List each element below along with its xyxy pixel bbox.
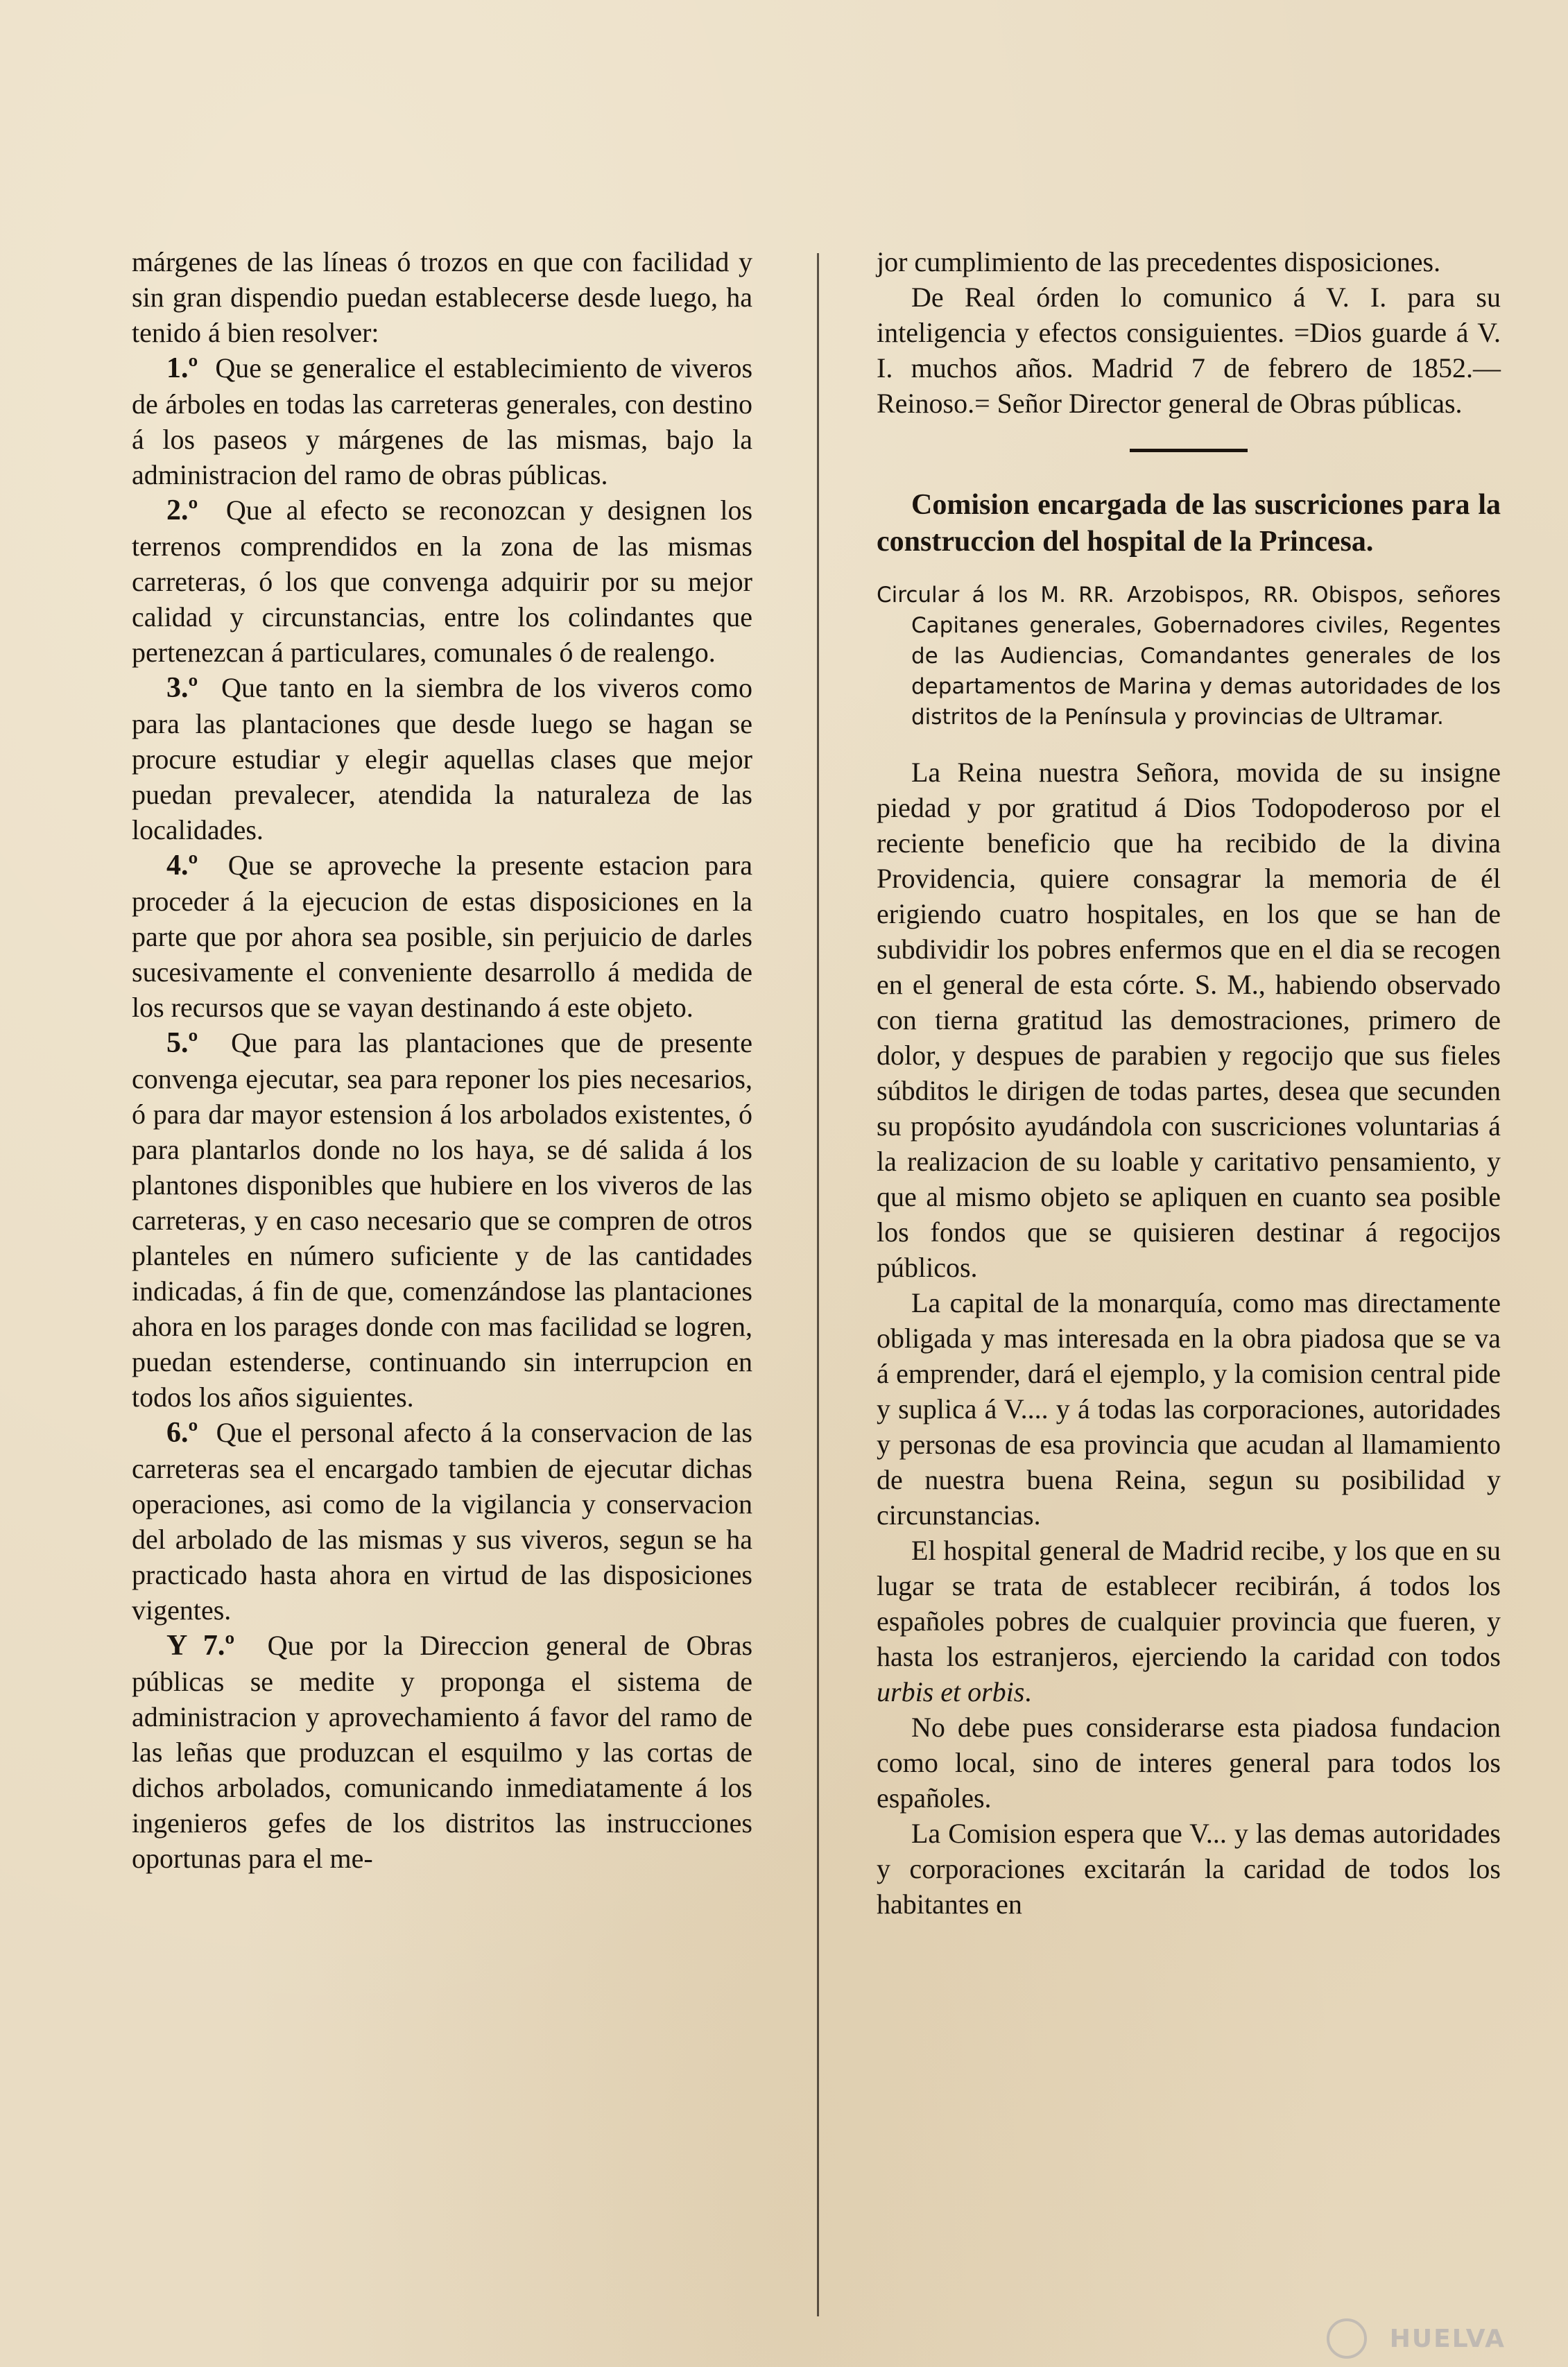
text-run: . bbox=[1024, 1676, 1032, 1707]
item-number: 3.º bbox=[166, 672, 198, 704]
item-text: Que al efecto se reconozcan y designen los terrenos comprendidos en la zona de las mismas carreteras, ó los que convenga adquirir por su mejor calidad y circunstancias, entre los colindantes que pertenezcan á particulares, comunales ó de realengo. bbox=[132, 494, 753, 668]
numbered-item bbox=[132, 1025, 752, 1415]
item-number: 1.º bbox=[166, 352, 198, 384]
item-text: Que tanto en la siembra de los viveros como para las plantaciones que desde luego se hagan se procure estudiar y elegir aquellas clases que mejor puedan prevalecer, atendida la naturaleza de las localidades. bbox=[132, 672, 753, 845]
numbered-item bbox=[132, 350, 752, 492]
item-number: 2.º bbox=[166, 494, 198, 526]
item-number: 6.º bbox=[166, 1417, 198, 1449]
item-number: 5.º bbox=[166, 1027, 198, 1059]
right-column bbox=[877, 244, 1501, 1922]
numbered-item bbox=[132, 670, 752, 847]
paragraph: No debe pues considerarse esta piadosa fundacion como local, sino de interes general para todos los españoles. bbox=[877, 1712, 1501, 1814]
item-text: Que se generalice el establecimiento de viveros de árboles en todas las carreteras generales, con destino á los paseos y márgenes de las mismas, bajo la administracion del ramo de obras públicas. bbox=[132, 352, 753, 490]
item-text: Que para las plantaciones que de presente convenga ejecutar, sea para reponer los pies necesarios, ó para dar mayor estension á los arbolados existentes, ó para plantarlos donde no los haya, se dé salida á los plantones disponibles que hubiere en los viveros de las carreteras, y en caso necesario que se compren de otros planteles en número suficiente y de las cantidades indicadas, á fin de que, comenzándose las plantaciones ahora en los parages donde con mas facilidad se logren, puedan estenderse, continuando sin interrupcion en todos los años siguientes. bbox=[132, 1027, 753, 1413]
paragraph: La Comision espera que V... y las demas autoridades y corporaciones excitarán la caridad de todos los habitantes en bbox=[877, 1818, 1501, 1920]
watermark-seal-icon bbox=[1327, 2318, 1367, 2359]
royal-order-paragraph: De Real órden lo comunico á V. I. para su inteligencia y efectos consiguientes. =Dios guarde á V. I. muchos años. Madrid 7 de febrero de 1852.—Reinoso.= Señor Director general de Obras públicas. bbox=[877, 282, 1501, 419]
numbered-item bbox=[132, 492, 752, 670]
latin-phrase: urbis et orbis bbox=[877, 1676, 1025, 1707]
circular-addressees: Circular á los M. RR. Arzobispos, RR. Obispos, señores Capitanes generales, Gobernadores civiles, Regentes de las Audiencias, Comandantes generales de los departamentos de Marina y demas autoridades de los distritos de la Península y provincias de Ultramar. bbox=[877, 583, 1501, 730]
numbered-item bbox=[132, 1415, 752, 1628]
text-run: El hospital general de Madrid recibe, y los que en su lugar se trata de establecer recibirán, á todos los españoles pobres de cualquier provincia que fueren, y hasta los estranjeros, ejerciendo la caridad con todos bbox=[877, 1535, 1501, 1672]
paragraph: jor cumplimiento de las precedentes disposiciones. bbox=[877, 246, 1441, 277]
paragraph: La Reina nuestra Señora, movida de su insigne piedad y por gratitud á Dios Todopoderoso por el reciente beneficio que ha recibido de la divina Providencia, quiere consagrar la memoria de él erigiendo cuatro hospitales, en los que se han de subdividir los pobres enfermos que en el dia se recogen en el general de esta córte. S. M., habiendo observado con tierna gratitud las demostraciones, primero de dolor, y despues de parabien y regocijo que sus fieles súbditos le dirigen de todas partes, desea que secunden su propósito ayudándola con suscriciones voluntarias á la realizacion de su loable y caritativo pensamiento, y que al mismo objeto se apliquen en cuanto sea posible los fondos que se quisieren destinar á regocijos públicos. bbox=[877, 757, 1501, 1283]
paragraph: márgenes de las líneas ó trozos en que con facilidad y sin gran dispendio puedan establecerse desde luego, ha tenido á bien resolver: bbox=[132, 246, 752, 348]
item-text: Que el personal afecto á la conservacion de las carreteras sea el encargado tambien de ejecutar dichas operaciones, asi como de la vigilancia y conservacion del arbolado de las mismas y sus viveros, segun se ha practicado hasta ahora en virtud de las disposiciones vigentes. bbox=[132, 1417, 752, 1626]
numbered-item bbox=[132, 1628, 752, 1876]
numbered-item bbox=[132, 847, 752, 1025]
section-title: Comision encargada de las suscriciones para la construccion del hospital de la Princesa. bbox=[877, 489, 1501, 558]
paragraph: La capital de la monarquía, como mas directamente obligada y mas interesada en la obra piadosa que se va á emprender, dará el ejemplo, y la comision central pide y suplica á V.... y á todas las corporaciones, autoridades y personas de esa provincia que acudan al llamamiento de nuestra buena Reina, segun su posibilidad y circunstancias. bbox=[877, 1287, 1501, 1531]
item-text: Que por la Direccion general de Obras públicas se medite y proponga el sistema de administracion y aprovechamiento á favor del ramo de las leñas que produzcan el esquilmo y las cortas de dichos arbolados, comunicando inmediatamente á los ingenieros gefes de los distritos las instrucciones oportunas para el me- bbox=[132, 1630, 753, 1874]
watermark: HUELVA bbox=[1389, 2325, 1506, 2353]
item-number: Y 7.º bbox=[166, 1630, 235, 1662]
column-divider bbox=[817, 253, 819, 2316]
left-column bbox=[132, 244, 752, 1876]
section-separator bbox=[1130, 449, 1248, 452]
paragraph bbox=[877, 1533, 1501, 1710]
item-text: Que se aproveche la presente estacion para proceder á la ejecucion de estas disposiciones en la parte que por ahora sea posible, sin perjuicio de darles sucesivamente el conveniente desarrollo á medida de los recursos que se vayan destinando á este objeto. bbox=[132, 850, 752, 1023]
item-number: 4.º bbox=[166, 850, 198, 881]
